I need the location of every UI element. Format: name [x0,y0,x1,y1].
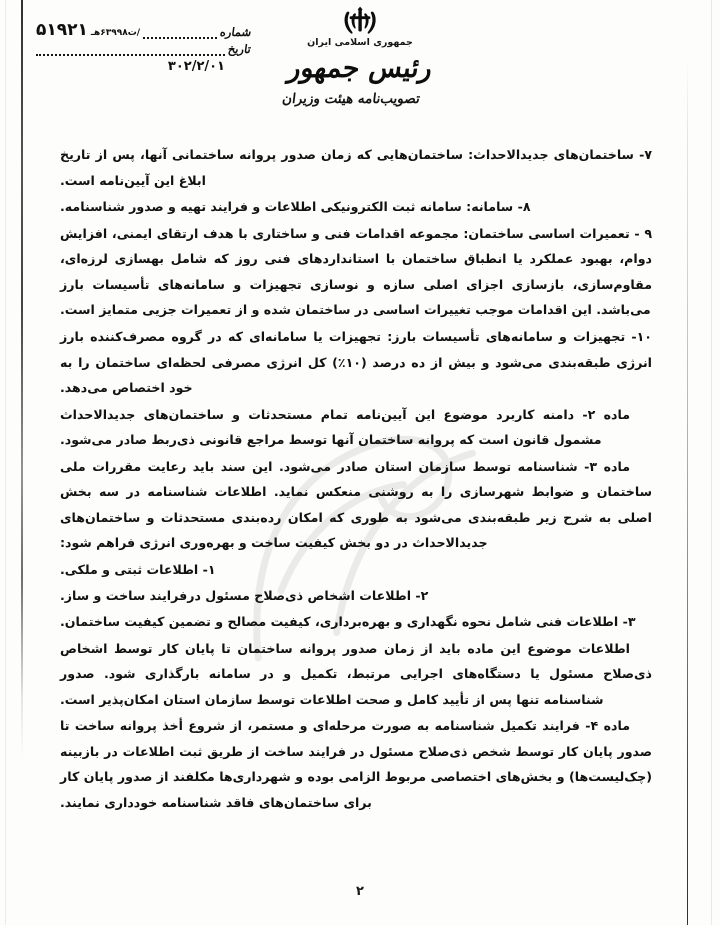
article-3: ماده ۳- شناسنامه توسط سازمان استان صادر می‌شود. این سند باید رعایت مقررات ملی ساختمان و ضوابط شهرسازی را به روشنی منعکس نماید. اطلاعات شناسنامه در سه بخش اصلی به شرح زیر طبقه‌بندی می‌شود به طوری که امکان رده‌بندی مستحدثات و ساختمان‌های جدیدالاحداث در دو بخش کیفیت ساخت و بهره‌وری انرژی فراهم شود: [60,458,652,551]
registry-number-label: شماره [218,25,252,39]
registry-date-dotted-rule [36,45,225,56]
article-3-note: اطلاعات موضوع این ماده باید از زمان صدور پروانه ساختمان تا پایان کار توسط اشخاص ذی‌صلاح مسئول یا دستگاه‌های اجرایی مرتبط، تکمیل و در سامانه بارگذاری شود. صدور شناسنامه تنها پس از تأیید کامل و صحت اطلاعات توسط سازمان استان امکان‌پذیر است. [60,640,652,707]
document-body [60,142,652,817]
registry-number-suffix: /ت۶۳۹۹۸هـ [90,28,141,38]
registry-number-value: ۵۱۹۲۱ [36,20,88,40]
clause-10: ۱۰- تجهیزات و سامانه‌های تأسیسات بارز: تجهیزات یا سامانه‌ای که در گروه مصرف‌کننده بارز انرژی طبقه‌بندی می‌شود و بیش از ده درصد (۱۰٪) کل انرژی مصرفی لحظه‌ای ساختمان را به خود اختصاص می‌دهد. [60,328,652,396]
article-4: ماده ۴- فرایند تکمیل شناسنامه به صورت مرحله‌ای و مستمر، از شروع أخذ پروانه ساخت تا صدور پایان کار توسط شخص ذی‌صلاح مسئول در فرایند ساخت از طریق ثبت اطلاعات در بازبینه (چک‌لیست‌ها) و بخش‌های اختصاصی مربوط الزامی بوده و شهرداری‌ها مکلفند از صدور پایان کار برای ساختمان‌های فاقد شناسنامه خودداری نمایند. [60,718,652,810]
list-item-2: ۲- اطلاعات اشخاص ذی‌صلاح مسئول درفرایند ساخت و ساز. [60,588,429,604]
clause-9: ۹ - تعمیرات اساسی ساختمان: مجموعه اقدامات فنی و ساختاری با هدف ارتقای ایمنی، افزایش دوام، بهبود عملکرد یا انطباق ساختمان با استانداردهای فنی روز که شامل بهسازی لرزه‌ای، مقاوم‌سازی، بازسازی اجزای اصلی سازه و نوسازی تجهیزات و سامانه‌های تأسیسات بارز می‌باشد. این اقدامات موجب تغییرات اساسی در ساختمان شده و از تعمیرات جزیی متمایز است. [60,225,652,318]
registry-date-label: تاریخ [227,42,252,56]
scan-edge-artifact-right-outer [711,0,712,925]
document-type-title: تصویب‌نامه هیئت وزیران [281,91,421,107]
clause-8: ۸- سامانه: سامانه ثبت الکترونیکی اطلاعات و فرایند تهیه و صدور شناسنامه. [60,199,531,215]
registry-stamp-block [36,22,251,74]
page-number: ۲ [356,884,364,899]
list-item-3: ۳- اطلاعات فنی شامل نحوه نگهداری و بهره‌برداری، کیفیت مصالح و تضمین کیفیت ساختمان. [60,614,636,630]
list-item-1: ۱- اطلاعات ثبتی و ملکی. [60,562,216,577]
registry-date-value: ۳۰۲/۲/۰۱ [167,59,225,74]
registry-number-dotted-rule [143,28,217,39]
registry-date-row [36,42,251,56]
clause-7: ۷- ساختمان‌های جدیدالاحداث: ساختمان‌هایی که زمان صدور پروانه ساختمانی آنها، پس از تاریخ ابلاغ این آیین‌نامه است. [60,147,652,188]
scan-edge-artifact-left-outer [5,0,6,925]
article-2: ماده ۲- دامنه کاربرد موضوع این آیین‌نامه تمام مستحدثات و ساختمان‌های جدیدالاحداث مشمول قانون است که پروانه ساختمان آنها توسط مراجع قانونی ذی‌ربط صادر می‌شود. [60,406,630,448]
scan-edge-artifact-right [687,60,688,925]
iran-national-emblem-icon [339,6,381,36]
country-caption: جمهوری اسلامی ایران [307,37,413,48]
registry-number-row [36,22,251,39]
document-header [0,0,720,135]
office-title: رئیس جمهور [285,53,435,84]
